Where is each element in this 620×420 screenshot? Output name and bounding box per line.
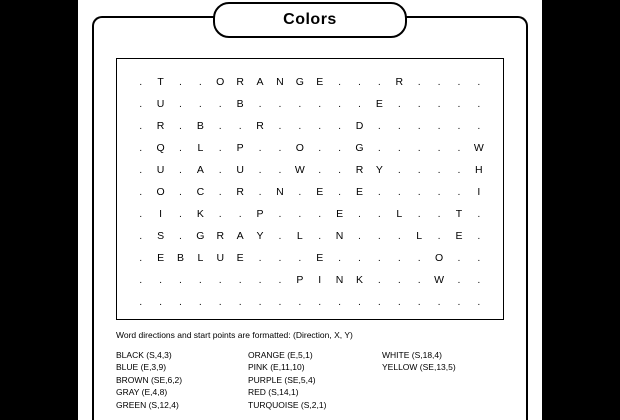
grid-cell: . (437, 120, 442, 132)
grid-cell: . (397, 296, 402, 308)
grid-cell: O (295, 142, 305, 154)
grid-cell: N (276, 76, 285, 88)
grid-cell: . (179, 76, 183, 88)
grid-cell: D (355, 120, 364, 132)
grid-cell: . (417, 274, 422, 286)
grid-cell: R (236, 76, 245, 88)
grid-cell: . (139, 186, 143, 198)
grid-cell: . (258, 164, 262, 176)
grid-cell: . (338, 120, 342, 132)
grid-cell: . (397, 186, 402, 198)
grid-cell: T (157, 76, 165, 88)
grid-cell: . (437, 76, 442, 88)
grid-cell: . (218, 142, 223, 154)
grid-cell: W (473, 142, 485, 154)
grid-cell: . (139, 208, 143, 220)
grid-cell: Q (156, 142, 166, 154)
grid-cell: . (218, 274, 223, 286)
grid-cell: . (477, 98, 481, 110)
grid-cell: . (358, 296, 362, 308)
grid-cell: G (196, 230, 205, 242)
grid-cell: E (236, 252, 245, 264)
grid-cell: . (377, 252, 382, 264)
grid-cell: . (397, 120, 402, 132)
grid-cell: . (377, 186, 382, 198)
grid-cell: R (236, 186, 245, 198)
grid-cell: . (258, 142, 262, 154)
grid-cell: Y (256, 230, 265, 242)
grid-cell: N (276, 186, 285, 198)
grid-cell: . (457, 296, 461, 308)
grid-cell: . (139, 76, 143, 88)
grid-cell: . (298, 252, 302, 264)
grid-cell: R (256, 120, 265, 132)
grid-cell: . (377, 208, 382, 220)
grid-cell: . (278, 274, 282, 286)
grid-cell: E (336, 208, 344, 220)
grid-cell: . (358, 230, 362, 242)
grid-cell: . (218, 120, 223, 132)
grid-cell: E (316, 186, 324, 198)
list-item: GRAY (E,4,8) (116, 387, 168, 398)
grid-cell: L (197, 142, 204, 154)
grid-cell: . (179, 164, 183, 176)
grid-cell: . (179, 230, 183, 242)
list-item: ORANGE (E,5,1) (248, 350, 313, 360)
worksheet-sheet (92, 11, 528, 420)
grid-cell: E (157, 252, 165, 264)
grid-cell: N (335, 274, 344, 286)
grid-cell: . (417, 252, 422, 264)
grid-cell: . (278, 142, 282, 154)
grid-cell: . (139, 230, 143, 242)
grid-row (131, 93, 489, 115)
grid-cell: . (218, 164, 223, 176)
grid-cell: . (179, 120, 183, 132)
grid-cell: O (434, 252, 444, 264)
grid-cell: . (397, 274, 402, 286)
grid-cell: . (179, 208, 183, 220)
grid-cell: . (278, 296, 282, 308)
grid-cell: . (139, 296, 143, 308)
grid-cell: . (437, 208, 442, 220)
list-item: PINK (E,11,10) (248, 362, 305, 373)
grid-cell: . (238, 120, 243, 132)
grid-cell: . (377, 296, 382, 308)
grid-row (131, 247, 489, 269)
grid-cell: . (338, 142, 342, 154)
word-list-column-1 (116, 349, 248, 411)
grid-cell: . (417, 164, 422, 176)
grid-cell: E (375, 98, 384, 110)
list-item: PURPLE (SE,5,4) (248, 374, 316, 385)
grid-cell: I (159, 208, 163, 220)
grid-cell: . (417, 296, 422, 308)
grid-row (131, 181, 489, 203)
grid-cell: . (477, 208, 481, 220)
grid-cell: . (457, 142, 461, 154)
grid-cell: . (198, 274, 203, 286)
grid-cell: . (377, 274, 382, 286)
grid-cell: . (278, 208, 282, 220)
grid-cell: . (358, 98, 362, 110)
grid-cell: . (139, 142, 143, 154)
grid-cell: A (256, 76, 265, 88)
grid-cell: G (295, 76, 305, 88)
grid-cell: R (395, 76, 404, 88)
grid-cell: K (355, 274, 364, 286)
grid-cell: . (238, 208, 243, 220)
grid-cell: S (157, 230, 165, 242)
grid-cell: A (196, 164, 205, 176)
legend-section (116, 330, 516, 411)
worksheet-page (78, 0, 542, 420)
grid-cell: . (417, 208, 422, 220)
grid-cell: U (236, 164, 245, 176)
grid-cell: . (377, 142, 382, 154)
grid-cell: . (298, 208, 302, 220)
grid-cell: G (355, 142, 365, 154)
grid-cell: P (256, 208, 265, 220)
grid-cell: . (218, 208, 223, 220)
grid-cell: . (338, 186, 342, 198)
grid-cell: . (397, 98, 402, 110)
word-list-column-2 (248, 349, 382, 411)
grid-cell: O (156, 186, 166, 198)
grid-cell: . (437, 296, 442, 308)
legend-note: Word directions and start points are formatted: (Direction, X, Y) (116, 330, 353, 340)
list-item: BROWN (SE,6,2) (116, 374, 183, 385)
grid-cell: . (139, 252, 143, 264)
grid-cell: I (318, 274, 322, 286)
grid-cell: . (338, 296, 342, 308)
grid-cell: I (477, 186, 481, 198)
grid-cell: E (316, 252, 324, 264)
grid-cell: . (457, 274, 461, 286)
list-item: BLUE (E,3,9) (116, 362, 167, 373)
grid-cell: . (338, 164, 342, 176)
grid-cell: R (216, 230, 225, 242)
grid-cell: . (159, 296, 163, 308)
grid-cell: . (258, 274, 262, 286)
grid-cell: . (457, 120, 461, 132)
grid-cell: . (179, 274, 183, 286)
grid-cell: . (318, 98, 322, 110)
grid-cell: L (296, 230, 304, 242)
grid-cell: . (417, 76, 422, 88)
grid-cell: . (338, 76, 342, 88)
word-list (116, 349, 516, 411)
grid-cell: N (335, 230, 344, 242)
grid-cell: . (358, 208, 362, 220)
grid-cell: U (156, 164, 165, 176)
grid-cell: . (477, 120, 481, 132)
grid-cell: . (318, 142, 322, 154)
grid-cell: . (457, 186, 461, 198)
grid-cell: . (278, 164, 282, 176)
grid-cell: C (196, 186, 205, 198)
grid-cell: . (338, 252, 342, 264)
grid-cell: . (318, 208, 322, 220)
grid-cell: B (176, 252, 185, 264)
grid-cell: W (434, 274, 445, 286)
grid-row (131, 159, 489, 181)
grid-cell: . (457, 76, 461, 88)
grid-cell: . (139, 274, 143, 286)
grid-cell: . (139, 98, 143, 110)
grid-cell: . (417, 142, 422, 154)
grid-cell: . (198, 98, 203, 110)
list-item: RED (S,14,1) (248, 387, 299, 398)
grid-cell: W (294, 164, 306, 176)
grid-cell: . (318, 296, 322, 308)
grid-cell: . (437, 186, 442, 198)
grid-cell: L (416, 230, 423, 242)
grid-cell: . (477, 252, 481, 264)
grid-cell: . (377, 76, 382, 88)
grid-cell: E (355, 186, 364, 198)
list-item: GREEN (S,12,4) (116, 399, 179, 410)
grid-cell: . (238, 296, 243, 308)
grid-cell: . (139, 120, 143, 132)
grid-cell: U (156, 98, 165, 110)
grid-cell: . (298, 120, 302, 132)
grid-cell: . (457, 98, 461, 110)
grid-cell: . (457, 164, 461, 176)
grid-cell: . (437, 98, 442, 110)
grid-cell: . (179, 98, 183, 110)
grid-cell: . (338, 98, 342, 110)
grid-cell: . (358, 76, 362, 88)
grid-cell: L (197, 252, 204, 264)
grid-cell: A (236, 230, 245, 242)
grid-cell: . (278, 230, 282, 242)
grid-cell: . (238, 274, 243, 286)
grid-cell: . (258, 252, 262, 264)
grid-cell: . (417, 120, 422, 132)
grid-row (131, 225, 489, 247)
list-item: TURQUOISE (S,2,1) (248, 399, 327, 410)
grid-cell: . (298, 186, 302, 198)
worksheet-title-pill (213, 2, 407, 38)
list-item: BLACK (S,4,3) (116, 350, 172, 360)
grid-cell: . (417, 98, 422, 110)
grid-cell: B (236, 98, 245, 110)
word-search-grid (116, 58, 504, 320)
grid-row (131, 71, 489, 93)
grid-cell: . (477, 76, 481, 88)
grid-row (131, 269, 489, 291)
grid-cell: . (318, 230, 322, 242)
page-title: Colors (283, 11, 337, 28)
grid-cell: Y (375, 164, 384, 176)
grid-cell: B (196, 120, 205, 132)
grid-cell: . (477, 296, 481, 308)
grid-cell: U (216, 252, 225, 264)
grid-cell: . (397, 164, 402, 176)
grid-cell: . (198, 76, 203, 88)
grid-cell: R (355, 164, 364, 176)
grid-cell: . (278, 252, 282, 264)
grid-cell: . (298, 296, 302, 308)
grid-cell: . (258, 98, 262, 110)
grid-cell: . (437, 230, 442, 242)
grid-cell: K (196, 208, 205, 220)
grid-cell: . (258, 296, 262, 308)
word-list-column-3 (382, 349, 502, 411)
grid-cell: . (179, 296, 183, 308)
list-item: WHITE (S,18,4) (382, 350, 442, 360)
grid-cell: . (377, 120, 382, 132)
grid-cell: . (397, 230, 402, 242)
grid-cell: . (218, 296, 223, 308)
grid-cell: . (218, 98, 223, 110)
grid-cell: . (397, 142, 402, 154)
grid-cell: T (455, 208, 463, 220)
grid-cell: . (179, 186, 183, 198)
grid-row (131, 137, 489, 159)
grid-cell: . (377, 230, 382, 242)
grid-cell: . (298, 98, 302, 110)
grid-cell: . (477, 230, 481, 242)
grid-cell: . (139, 164, 143, 176)
grid-cell: . (457, 252, 461, 264)
grid-cell: H (475, 164, 484, 176)
list-item: YELLOW (SE,13,5) (382, 362, 456, 373)
grid-cell: . (278, 98, 282, 110)
grid-cell: P (296, 274, 304, 286)
grid-cell: . (358, 252, 362, 264)
grid-cell: . (278, 120, 282, 132)
grid-cell: P (236, 142, 245, 154)
grid-cell: . (477, 274, 481, 286)
grid-cell: . (159, 274, 163, 286)
grid-cell: . (397, 252, 402, 264)
grid-row (131, 291, 489, 313)
grid-cell: . (417, 186, 422, 198)
grid-cell: . (318, 164, 322, 176)
grid-cell: . (218, 186, 223, 198)
grid-cell: . (258, 186, 262, 198)
grid-cell: R (156, 120, 165, 132)
grid-cell: O (216, 76, 225, 88)
grid-cell: E (316, 76, 324, 88)
grid-cell: . (179, 142, 183, 154)
grid-row (131, 203, 489, 225)
grid-cell: L (396, 208, 403, 220)
grid-row (131, 115, 489, 137)
grid-cell: . (198, 296, 203, 308)
grid-cell: . (318, 120, 322, 132)
grid-cell: E (455, 230, 463, 242)
grid-cell: . (437, 142, 442, 154)
grid-cell: . (437, 164, 442, 176)
